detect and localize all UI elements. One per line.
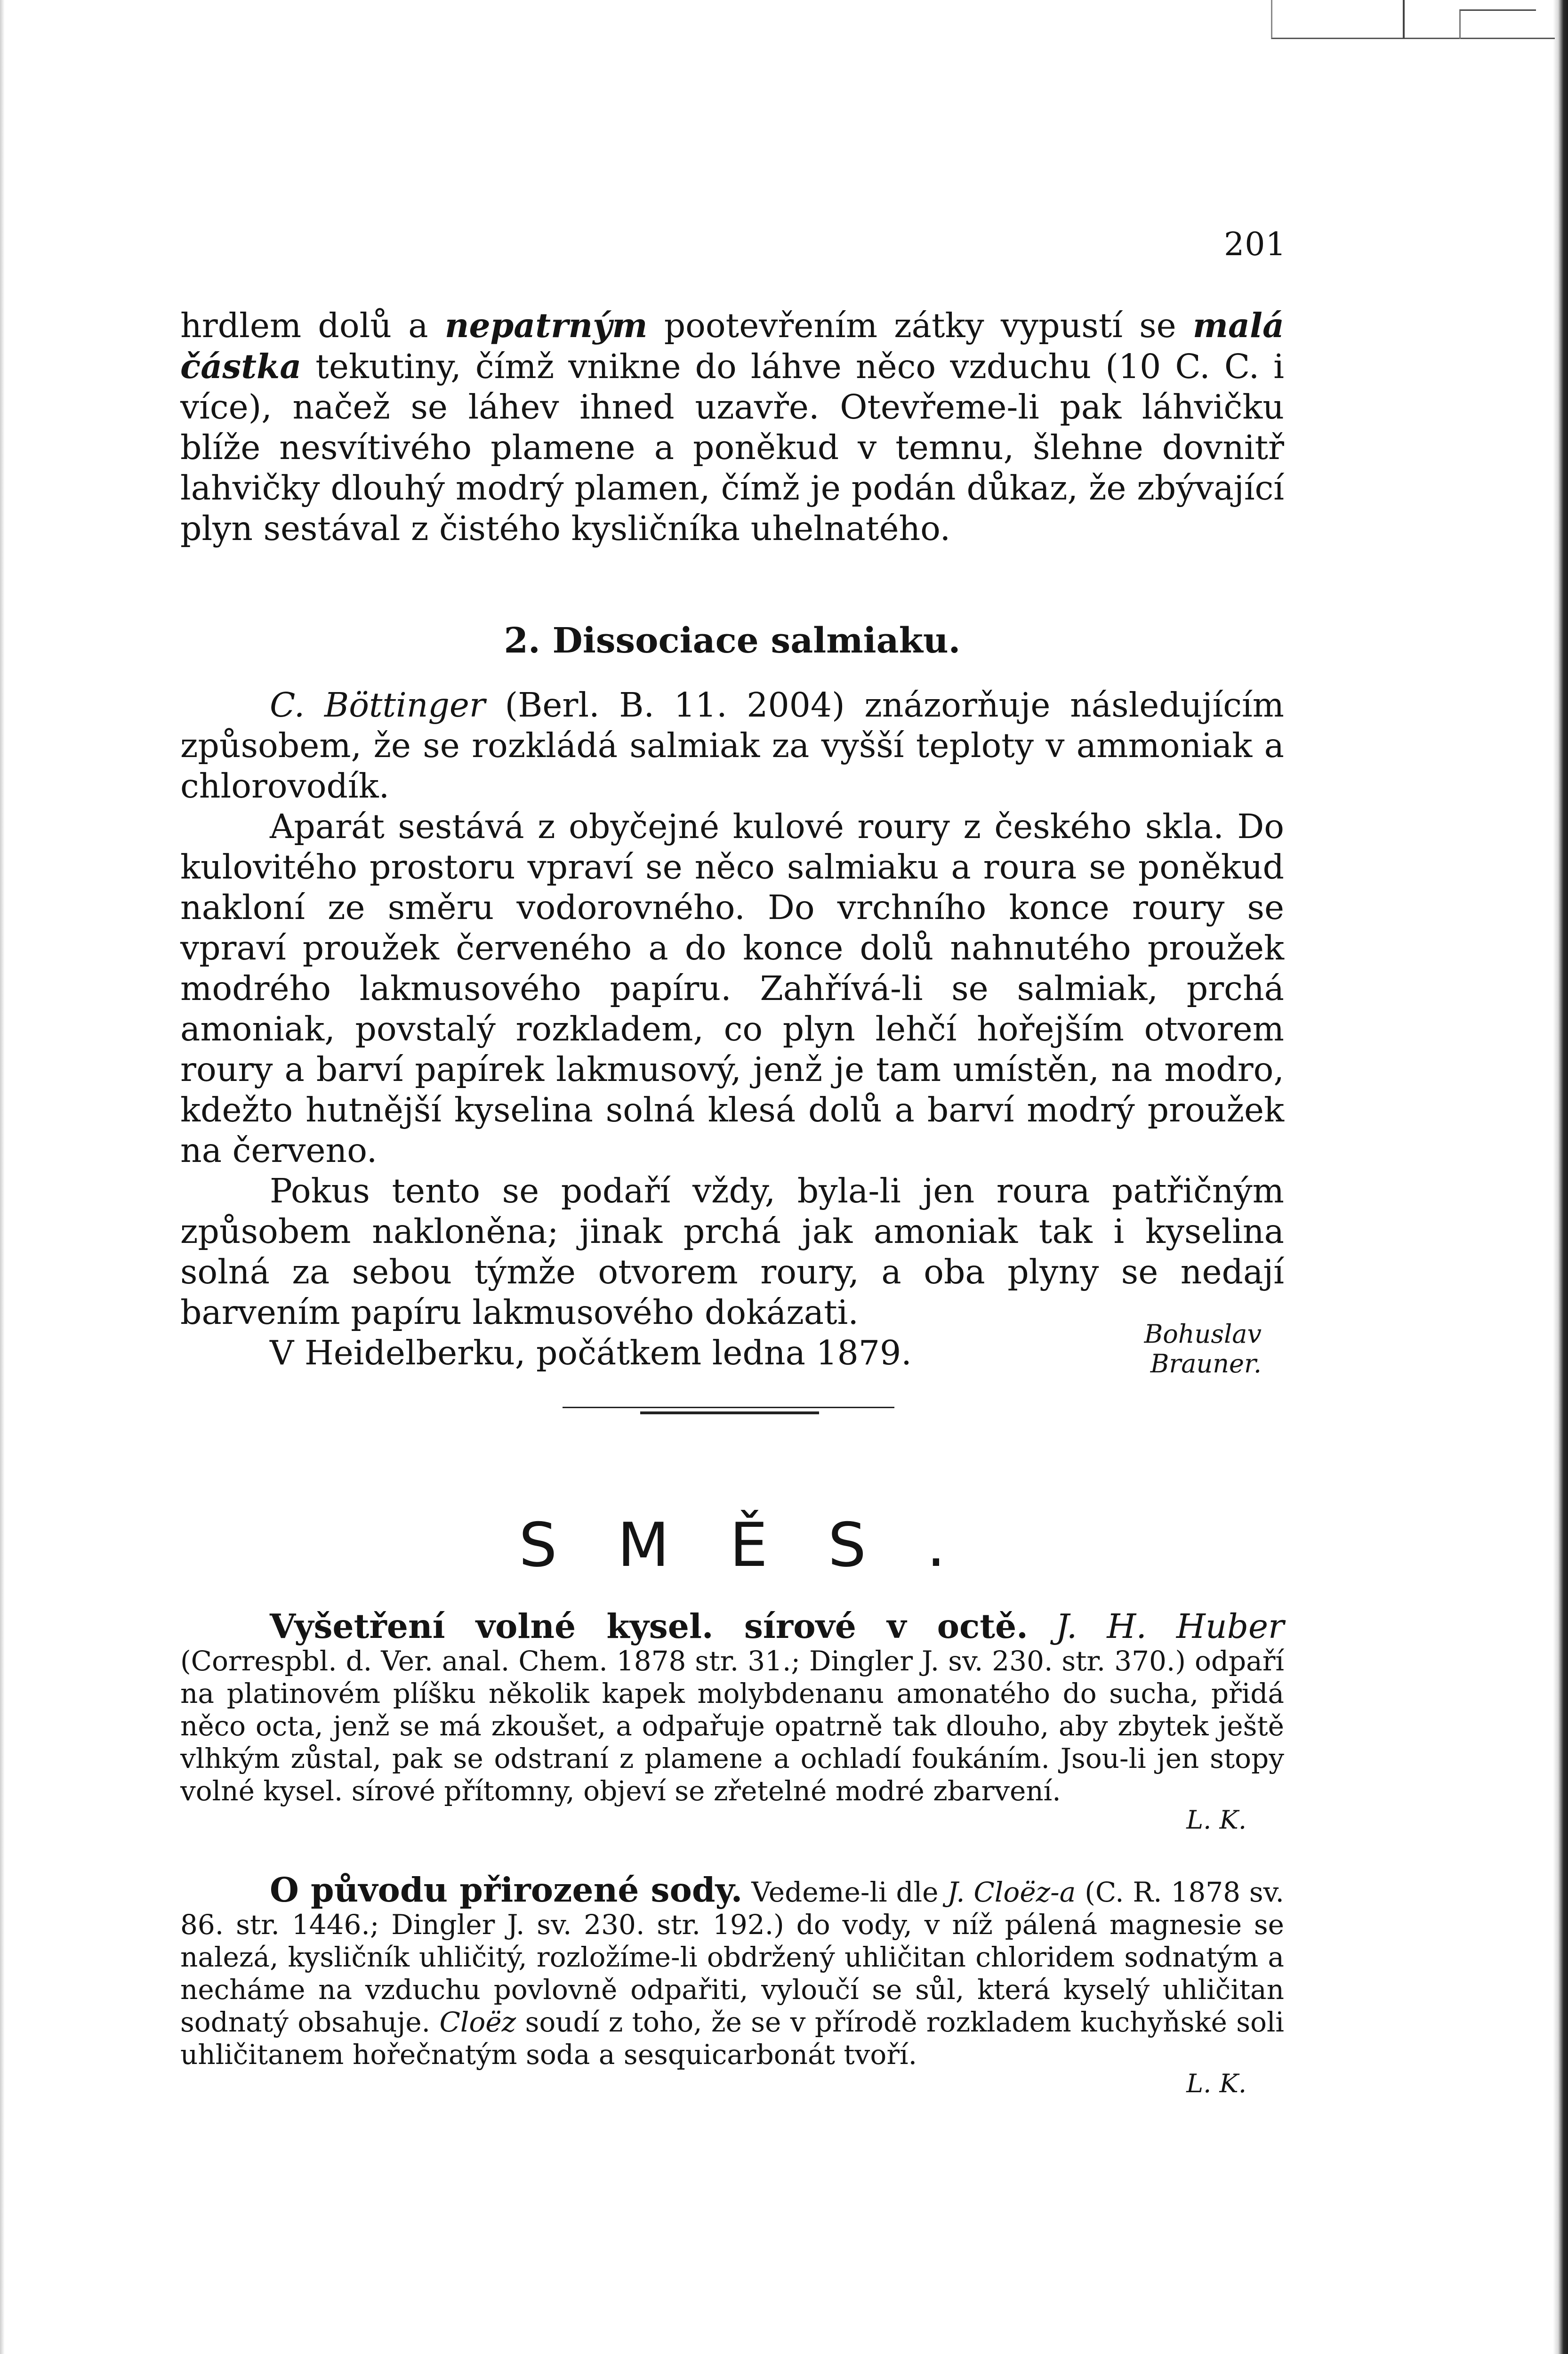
section-dissociace-paragraph-4: V Heidelberku, počátkem ledna 1879. <box>270 1333 912 1372</box>
item1-lead: Vyšetření volné kysel. sírové v octě. <box>270 1606 1028 1646</box>
section-dissociace-paragraph-3: Pokus tento se podaří vždy, byla-li jen roura patřičným způsobem nakloněna; jinak prchá jak amoniak tak i kyselina solná za sebou týmže otvorem roury, a oba plyny se nedají barvením papíru lakmusového dokázati. <box>180 1171 1284 1332</box>
para1-part1: hrdlem dolů a <box>180 306 445 345</box>
para1-part2: pootevřením zátky vypustí se <box>647 306 1193 345</box>
scan-edge-tick <box>1403 0 1405 39</box>
section-title-smes: SMĚS. <box>519 1510 1006 1580</box>
separator-rule <box>563 1407 894 1408</box>
item2-initials: L. K. <box>1186 2069 1246 2098</box>
item2-text1: Vedeme-li dle <box>742 1876 948 1908</box>
smes-item-1 <box>180 1606 1284 1836</box>
smes-item-2 <box>180 1870 1284 2100</box>
item2-author: J. Cloëz-a <box>947 1876 1076 1908</box>
signature-brauner: Bohuslav Brauner. <box>1144 1319 1262 1379</box>
author-bottinger: C. Böttinger <box>270 685 485 725</box>
para1-emphasis-2: malá částka <box>180 306 1284 386</box>
paragraph-continuation <box>180 305 1284 549</box>
section-dissociace-p1-text: (Berl. B. 11. 2004) znázorňuje následujícím způsobem, že se rozkládá salmiak za vyšší teploty v ammoniak a chlorovodík. <box>180 685 1284 806</box>
item2-text2: (C. R. 1878 sv. 86. str. 1446.; Dingler J. sv. 230. str. 192.) do vody, v níž pálená magnesie se nalezá, kysličník uhličitý, rozložíme-li obdržený uhličitan chloridem sodnatým a necháme na vzduchu povlovně odpařiti, vyloučí se sůl, která kyselý uhličitan sodnatý obsahuje. <box>180 1876 1284 2038</box>
item1-initials: L. K. <box>1186 1805 1246 1835</box>
section-dissociace-body <box>180 685 1284 1373</box>
item2-lead: O původu přirozené sody. <box>270 1870 743 1910</box>
separator-rule-center <box>640 1411 819 1414</box>
section-heading-dissociace: 2. Dissociace salmiaku. <box>504 621 961 661</box>
item1-author: J. H. Huber <box>1055 1607 1284 1646</box>
section-dissociace-paragraph-2: Aparát sestává z obyčejné kulové roury z českého skla. Do kulovitého prostoru vpraví se něco salmiaku a roura se poněkud nakloní ze směru vodorovného. Do vrchního konce roury se vpraví proužek červeného a do konce dolů nahnutého proužek modrého lakmusového papíru. Zahřívá-li se salmiak, prchá amoniak, povstalý rozkladem, co plyn lehčí hořejším otvorem roury a barví papírek lakmusový, jenž je tam umístěn, na modro, kdežto hutnější kyselina solná klesá dolů a barví modrý proužek na červeno. <box>180 807 1284 1170</box>
item2-text3: soudí z toho, že se v přírodě rozkladem kuchyňské soli uhličitanem hořečnatým soda a sesquicarbonát tvoří. <box>180 2006 1284 2071</box>
para1-emphasis-1: nepatrným <box>444 306 648 345</box>
scan-edge-left <box>0 0 5 2354</box>
scan-edge-right <box>1553 0 1568 2354</box>
section-dissociace-paragraph-1 <box>180 685 1284 806</box>
item2-author2: Cloëz <box>439 2006 516 2038</box>
scan-edge-bracket <box>1459 9 1536 39</box>
page-number: 201 <box>1224 226 1287 263</box>
item1-text: (Correspbl. d. Ver. anal. Chem. 1878 str. 31.; Dingler J. sv. 230. str. 370.) odpaří na platinovém plíšku několik kapek molybdenanu amonatého do sucha, přidá něco octa, jenž se má zkoušet, a odpařuje opatrně tak dlouho, aby zbytek ještě vlhkým zůstal, pak se odstraní z plamene a ochladí foukáním. Jsou-li jen stopy volné kysel. sírové přítomny, objeví se zřetelné modré zbarvení. <box>180 1645 1284 1807</box>
para1-part3: tekutiny, čímž vnikne do láhve něco vzduchu (10 C. C. i více), načež se láhev ihned uzavře. Otevřeme-li pak láhvičku blíže nesvítivého plamene a poněkud v temnu, šlehne dovnitř lahvičky dlouhý modrý plamen, čímž je podán důkaz, že zbývající plyn sestával z čistého kysličníka uhelnatého. <box>180 347 1284 548</box>
